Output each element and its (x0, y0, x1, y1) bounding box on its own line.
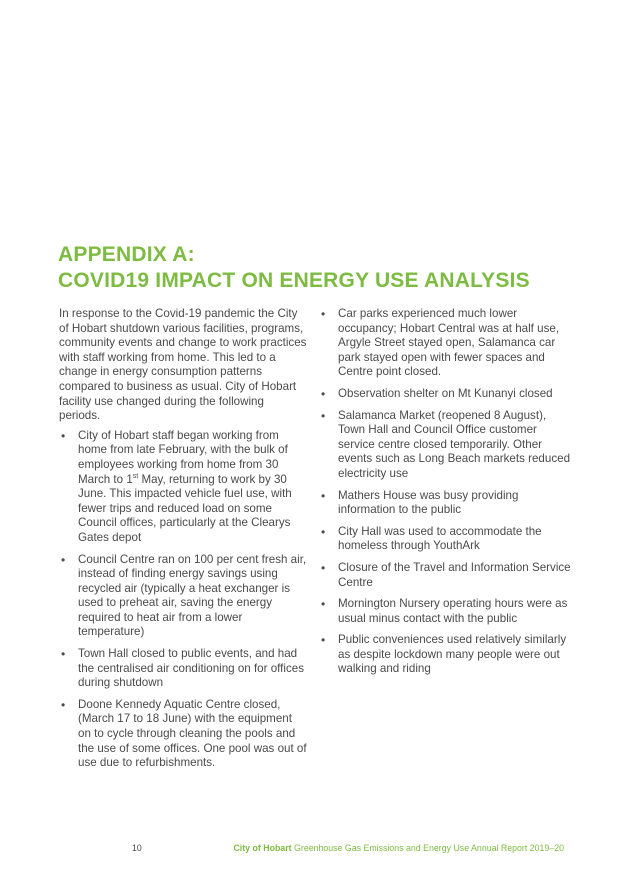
footer-org-name: City of Hobart (233, 843, 292, 853)
list-item-text: Car parks experienced much lower occupancy; Hobart Central was at half use, Argyle Street stayed open, Salamanca car park stayed open with fewer spaces and Centre point closed. (338, 307, 560, 379)
bullet-icon: • (321, 307, 326, 321)
list-item (319, 597, 571, 626)
bullet-icon: • (321, 560, 326, 575)
list-item-text: Town Hall closed to public events, and had the centralised air conditioning on for offices during shutdown (78, 647, 304, 690)
right-bullet-list (319, 307, 571, 677)
bullet-icon: • (61, 647, 66, 662)
bullet-icon: • (321, 386, 326, 401)
list-item-text: Mathers House was busy providing information to the public (338, 488, 519, 517)
list-item (319, 633, 571, 677)
bullet-icon: • (321, 633, 326, 648)
list-item (319, 561, 571, 590)
list-item-text: City Hall was used to accommodate the homeless through YouthArk (338, 524, 542, 553)
bullet-icon: • (321, 597, 326, 612)
bullet-icon: • (61, 697, 66, 712)
list-item (319, 387, 571, 402)
list-item (319, 489, 571, 518)
list-item-text: Council Centre ran on 100 per cent fresh air, instead of finding energy savings using recycled air (typically a heat exchanger is used to preheat air, saving the energy required to heat air from a lower temperature) (78, 552, 307, 639)
heading-line-1: APPENDIX A: (58, 243, 195, 266)
list-item-text: Doone Kennedy Aquatic Centre closed, (March 17 to 18 June) with the equipment on to cycle through cleaning the pools and the use of some offices. One pool was out of use due to refurbishments. (78, 697, 307, 770)
heading-line-2: COVID19 IMPACT ON ENERGY USE ANALYSIS (58, 269, 530, 292)
page-number: 10 (132, 843, 142, 853)
list-item-text: Mornington Nursery operating hours were as usual minus contact with the public (338, 597, 568, 625)
bullet-icon: • (321, 488, 326, 503)
footer-report-title (233, 843, 564, 854)
list-item (59, 553, 307, 641)
list-item (59, 429, 307, 546)
page-heading (58, 242, 578, 294)
list-item-text: Observation shelter on Mt Kunanyi closed (338, 386, 553, 400)
bullet-icon: • (321, 408, 326, 423)
bullet-icon: • (61, 552, 66, 567)
left-column (59, 307, 307, 778)
bullet-icon: • (321, 524, 326, 539)
bullet-icon: • (61, 428, 66, 443)
list-item (319, 525, 571, 554)
footer-title-text: Greenhouse Gas Emissions and Energy Use Annual Report 2019–20 (291, 843, 564, 853)
list-item-text: Closure of the Travel and Information Service Centre (338, 560, 571, 589)
list-item-text: Public conveniences used relatively similarly as despite lockdown many people were out walking and riding (338, 633, 567, 676)
intro-paragraph: In response to the Covid-19 pandemic the City of Hobart shutdown various facilities, programs, community events and change to work practices with staff working from home. This led to a change in energy consumption patterns compared to business as usual. City of Hobart facility use changed during the following periods. (59, 307, 307, 423)
list-item-text: City of Hobart staff began working from home from late February, with the bulk of employees working from home from 30 March to 1st May, returning to work by 30 June. This impacted vehicle fuel use, with fewer trips and reduced load on some Council offices, particularly at the Clearys Gates depot (78, 428, 292, 544)
left-bullet-list (59, 429, 307, 771)
list-item (319, 307, 571, 380)
list-item (59, 698, 307, 771)
list-item (319, 409, 571, 482)
list-item-text: Salamanca Market (reopened 8 August), Town Hall and Council Office customer service centre closed temporarily. Other events such as Long Beach markets reduced electricity use (338, 408, 571, 480)
list-item (59, 647, 307, 691)
right-column (319, 307, 571, 684)
